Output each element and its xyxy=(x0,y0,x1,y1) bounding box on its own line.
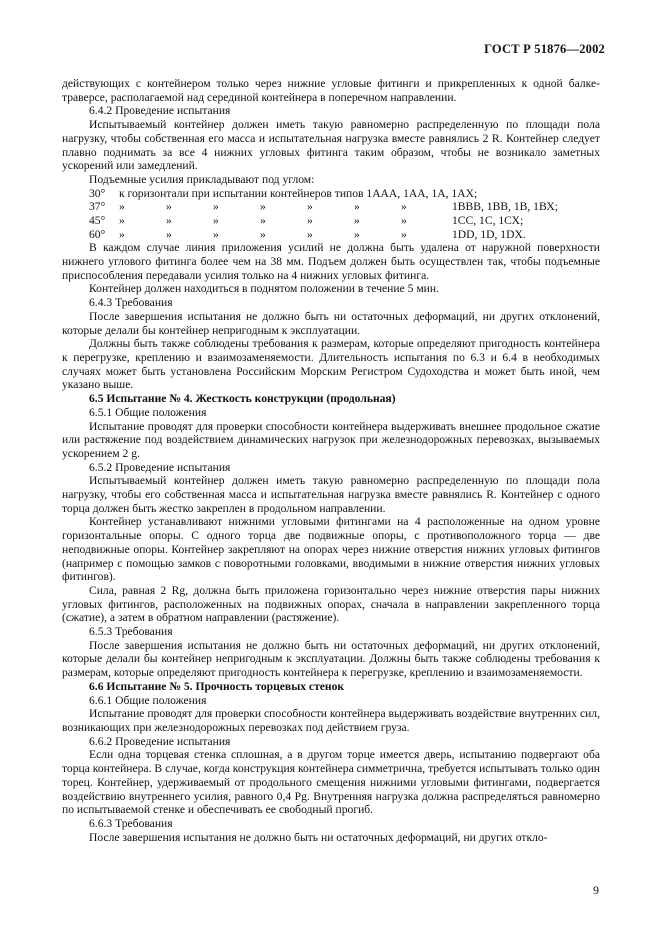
ditto-mark: » xyxy=(260,227,266,241)
ditto-mark: » xyxy=(119,227,125,241)
paragraph: Должны быть также соблюдены требования к размерам, которые определяют пригодность контейнера к перегрузке, креплению и взаимозаменяемости. Длительность испытания по 6.3 и 6.4 в необходимых случаях может быть установлена Российским Морским Регистром Судоходства и может быть иной, чем указано выше. xyxy=(62,337,600,392)
ditto-mark: » xyxy=(213,214,219,227)
ditto-mark: » xyxy=(401,227,407,241)
subsection-heading: 6.5.3 Требования xyxy=(89,625,173,639)
section-heading: 6.5 Испытание № 4. Жесткость конструкции (продольная) xyxy=(89,392,396,406)
paragraph: После завершения испытания не должно быть ни остаточных деформаций, ни других отклонений, которые делали бы контейнер непригодным к эксплуатации. Должны быть также соблюдены требования к размерам, которые определяют пригодность контейнера к перегрузке, креплению и взаимозаменяемости. xyxy=(62,638,600,680)
ditto-mark: » xyxy=(401,200,407,214)
page-body xyxy=(62,77,600,844)
paragraph: Испытание проводят для проверки способности контейнера выдерживать воздействие внутренних сил, возникающих при железнодорожных перевозках под действием груза. xyxy=(62,707,600,734)
container-types: 1DD, 1D, 1DX. xyxy=(452,227,526,241)
paragraph: Если одна торцевая стенка сплошная, а в другом торце имеется дверь, испытанию подвергают оба торца контейнера. В случае, когда конструкция контейнера симметрична, требуется испытывать только один торец. Контейнер, удерживаемый от продольного смещения нижними угловыми фитингами, подвергается воздействию внутреннего усилия, равного 0,4 Pg. Внутренняя нагрузка должна распределяться равномерно по испытываемой стенке и обеспечивать ее свободный прогиб. xyxy=(62,748,600,817)
lifting-angle-row xyxy=(62,228,600,242)
ditto-mark: » xyxy=(119,214,125,227)
paragraph: Сила, равная 2 Rg, должна быть приложена горизонтально через нижние отверстия пары нижних угловых фитингов, расположенных на подвижных опорах, сначала в направлении закрепленного торца (сжатие), а затем в обратном направлении (растяжение). xyxy=(62,583,600,625)
subsection-heading: 6.5.2 Проведение испытания xyxy=(89,460,231,474)
paragraph: Контейнер должен находиться в поднятом положении в течение 5 мин. xyxy=(89,282,439,296)
subsection-heading: 6.6.1 Общие положения xyxy=(89,693,207,707)
angle-value: 45° xyxy=(89,214,106,227)
angle-description: к горизонтали при испытании контейнеров типов 1ААА, 1АА, 1А, 1АХ; xyxy=(119,186,478,200)
ditto-mark: » xyxy=(307,214,313,227)
paragraph: Контейнер устанавливают нижними угловыми фитингами на 4 расположенные на одном уровне горизонтальные опоры. С одного торца две подвижные опоры, с противоположного торца — две неподвижные опоры. Контейнер закрепляют на опорах через нижние отверстия нижних угловых фитингов (например с помощью замков с поворотными головками, вводимыми в нижние отверстия нижних угловых фитингов). xyxy=(62,515,600,584)
paragraph: Испытание проводят для проверки способности контейнера выдерживать внешнее продольное сжатие или растяжение под воздействием динамических нагрузок при железнодорожных перевозках, вызываемых ускорением 2 g. xyxy=(62,419,600,460)
container-types: 1ВВВ, 1ВВ, 1В, 1ВХ; xyxy=(452,200,559,214)
paragraph: действующих с контейнером только через нижние угловые фитинги и прикрепленных к одной балке-траверсе, располагаемой над серединой контейнера в поперечном направлении. xyxy=(62,77,600,104)
paragraph: После завершения испытания не должно быть ни остаточных деформаций, ни других отклонений, которые делали бы контейнер непригодным к эксплуатации. xyxy=(62,309,600,337)
ditto-mark: » xyxy=(307,200,313,214)
ditto-mark: » xyxy=(166,214,172,227)
paragraph: После завершения испытания не должно быть ни остаточных деформаций, ни других откло- xyxy=(89,830,548,844)
angle-value: 37° xyxy=(89,200,106,214)
lifting-angles-list xyxy=(62,187,600,242)
ditto-mark: » xyxy=(260,200,266,214)
lifting-angle-row xyxy=(62,214,600,228)
subsection-heading: 6.6.3 Требования xyxy=(89,816,173,830)
paragraph: В каждом случае линия приложения усилий не должна быть удалена от наружной поверхности нижнего углового фитинга более чем на 38 мм. Подъем должен быть осуществлен так, чтобы подъемные приспособления передавали усилия только на 4 нижних угловых фитинга. xyxy=(62,241,600,282)
angle-value: 30° xyxy=(89,186,106,200)
ditto-mark: » xyxy=(260,214,266,227)
paragraph: Подъемные усилия прикладывают под углом: xyxy=(89,172,315,186)
ditto-mark: » xyxy=(401,214,407,227)
ditto-mark: » xyxy=(166,200,172,214)
ditto-mark: » xyxy=(119,200,125,214)
ditto-mark: » xyxy=(213,227,219,241)
ditto-mark: » xyxy=(166,227,172,241)
lifting-angle-row xyxy=(62,187,600,201)
ditto-mark: » xyxy=(213,200,219,214)
paragraph: Испытываемый контейнер должен иметь такую равномерно распределенную по площади пола нагрузку, чтобы собственная его масса и испытательная нагрузка вместе равнялись 2 R. Контейнер следует плавно поднимать за все 4 нижних угловых фитинга таким образом, чтобы не возникало заметных ускорений или замедлений. xyxy=(62,118,600,173)
subsection-heading: 6.4.3 Требования xyxy=(89,296,173,310)
subsection-heading: 6.5.1 Общие положения xyxy=(89,405,207,419)
section-heading: 6.6 Испытание № 5. Прочность торцевых стенок xyxy=(89,679,345,693)
lifting-angle-row xyxy=(62,200,600,214)
angle-value: 60° xyxy=(89,227,106,241)
container-types: 1СС, 1С, 1СХ; xyxy=(452,214,524,227)
page-number: 9 xyxy=(593,883,599,897)
ditto-mark: » xyxy=(354,214,360,227)
ditto-mark: » xyxy=(354,200,360,214)
standard-designation: ГОСТ Р 51876—2002 xyxy=(484,42,605,56)
paragraph: Испытываемый контейнер должен иметь такую равномерно распределенную по площади пола нагрузку, чтобы его собственная масса и испытательная нагрузка вместе равнялись R. Контейнер с одного торца должен быть жестко закреплен в продольном направлении. xyxy=(62,474,600,515)
ditto-mark: » xyxy=(307,227,313,241)
ditto-mark: » xyxy=(354,227,360,241)
subsection-heading: 6.4.2 Проведение испытания xyxy=(89,104,231,118)
subsection-heading: 6.6.2 Проведение испытания xyxy=(89,734,231,748)
